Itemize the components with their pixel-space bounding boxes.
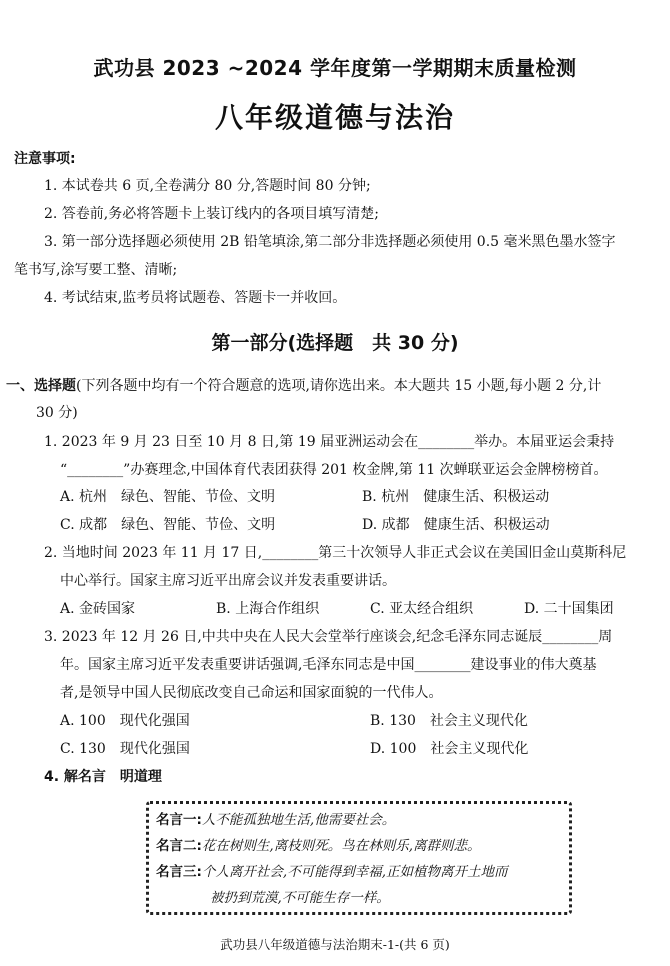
q2-option-a: A. 金砖国家 bbox=[60, 601, 136, 617]
q3-option-b: B. 130 社会主义现代化 bbox=[370, 713, 528, 729]
quote-3-label: 名言三: bbox=[156, 864, 202, 880]
notice-heading: 注意事项: bbox=[14, 151, 76, 167]
quote-2-text: 花在树则生,离枝则死。鸟在林则乐,离群则悲。 bbox=[201, 838, 481, 854]
section-desc-cont: 30 分) bbox=[36, 405, 78, 421]
q3-stem-line2: 年。国家主席习近平发表重要讲话强调,毛泽东同志是中国________建设事业的伟大奠基 bbox=[60, 657, 597, 673]
q1-option-b: B. 杭州 健康生活、积极运动 bbox=[362, 489, 550, 505]
quote-1-label: 名言一: bbox=[156, 812, 202, 828]
quote-3-cont-text: 被扔到荒漠,不可能生存一样。 bbox=[210, 890, 390, 906]
q1-option-a: A. 杭州 绿色、智能、节俭、文明 bbox=[60, 489, 276, 505]
notice-item-2: 2. 答卷前,务必将答题卡上装订线内的各项目填写清楚; bbox=[44, 206, 379, 222]
q1-stem-line2: “________”办赛理念,中国体育代表团获得 201 枚金牌,第 11 次蝉联亚运会金牌榜榜首。 bbox=[60, 462, 608, 478]
exam-title: 武功县 2023 ~2024 学年度第一学期期末质量检测 bbox=[93, 56, 577, 80]
section-label: 一、选择题 bbox=[6, 378, 76, 394]
q3-option-a: A. 100 现代化强国 bbox=[60, 713, 190, 729]
q1-option-d: D. 成都 健康生活、积极运动 bbox=[362, 517, 550, 533]
notice-item-4: 4. 考试结束,监考员将试题卷、答题卡一并收回。 bbox=[44, 290, 347, 306]
q1-option-c: C. 成都 绿色、智能、节俭、文明 bbox=[60, 517, 276, 533]
section-instructions bbox=[6, 376, 601, 396]
quote-3-text: 个人离开社会,不可能得到幸福,正如植物离开土地而 bbox=[201, 864, 508, 880]
q2-option-d: D. 二十国集团 bbox=[524, 601, 614, 617]
exam-subject: 八年级道德与法治 bbox=[214, 101, 455, 134]
q1-stem-line1: 1. 2023 年 9 月 23 日至 10 月 8 日,第 19 届亚洲运动会在________举办。本届亚运会秉持 bbox=[44, 434, 615, 450]
notice-item-1: 1. 本试卷共 6 页,全卷满分 80 分,答题时间 80 分钟; bbox=[44, 178, 371, 194]
q2-stem-line1: 2. 当地时间 2023 年 11 月 17 日,________第三十次领导人非正式会议在美国旧金山莫斯科尼 bbox=[44, 545, 627, 561]
part-title: 第一部分(选择题 共 30 分) bbox=[211, 332, 459, 354]
q3-stem-line1: 3. 2023 年 12 月 26 日,中共中央在人民大会堂举行座谈会,纪念毛泽东同志诞辰________周 bbox=[44, 629, 613, 645]
notice-item-3: 3. 第一部分选择题必须使用 2B 铅笔填涂,第二部分非选择题必须使用 0.5 毫米黑色墨水签字 bbox=[44, 234, 616, 250]
quote-1-text: 人不能孤独地生活,他需要社会。 bbox=[201, 812, 396, 828]
q2-option-c: C. 亚太经合组织 bbox=[370, 601, 474, 617]
quote-2 bbox=[156, 836, 481, 856]
q3-option-c: C. 130 现代化强国 bbox=[60, 741, 190, 757]
notice-item-3-cont: 笔书写,涂写要工整、清晰; bbox=[14, 262, 178, 278]
quote-1 bbox=[156, 810, 395, 830]
q3-stem-line3: 者,是领导中国人民彻底改变自己命运和国家面貌的一代伟人。 bbox=[60, 685, 443, 701]
page-footer: 武功县八年级道德与法治期末-1-(共 6 页) bbox=[220, 937, 450, 952]
quote-3 bbox=[156, 862, 508, 882]
q3-option-d: D. 100 社会主义现代化 bbox=[370, 741, 529, 757]
q4-stem: 4. 解名言 明道理 bbox=[44, 769, 162, 785]
q2-stem-line2: 中心举行。国家主席习近平出席会议并发表重要讲话。 bbox=[60, 573, 396, 589]
section-desc: (下列各题中均有一个符合题意的选项,请你选出来。本大题共 15 小题,每小题 2 分,计 bbox=[76, 378, 602, 394]
quote-3-cont bbox=[210, 888, 390, 908]
q2-option-b: B. 上海合作组织 bbox=[216, 601, 320, 617]
quote-2-label: 名言二: bbox=[156, 838, 202, 854]
